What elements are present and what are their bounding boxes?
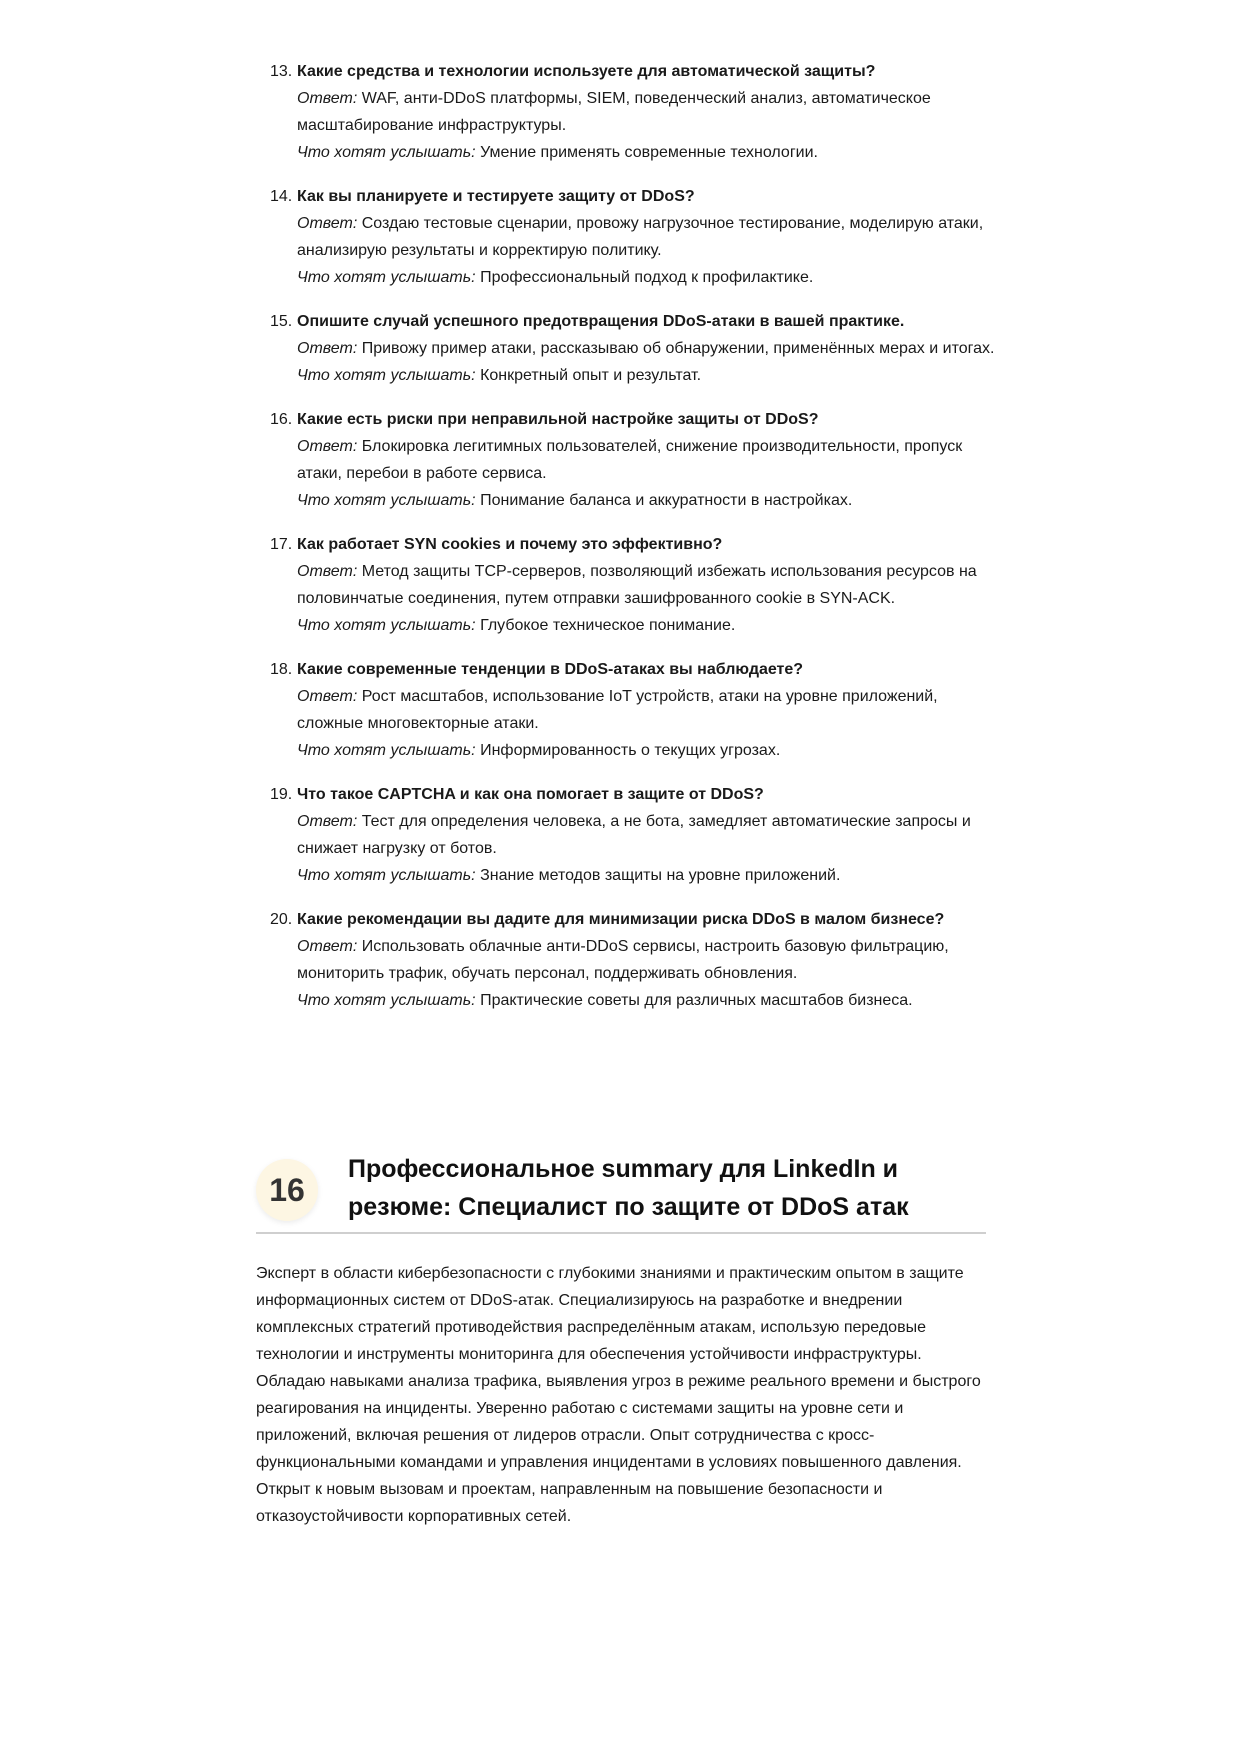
question-item — [256, 406, 996, 514]
question-number: 15. — [270, 313, 293, 330]
expectation-label: Что хотят услышать: — [297, 742, 476, 759]
expectation-line — [297, 362, 996, 389]
answer-line — [297, 683, 996, 737]
question-text: Какие есть риски при неправильной настройке защиты от DDoS? — [297, 411, 819, 428]
expectation-label: Что хотят услышать: — [297, 269, 476, 286]
question-item — [256, 781, 996, 889]
answer-text: Привожу пример атаки, рассказываю об обнаружении, применённых мерах и итогах. — [361, 340, 995, 357]
answer-label: Ответ: — [297, 340, 358, 357]
expectation-text: Конкретный опыт и результат. — [480, 367, 702, 384]
expectation-text: Практические советы для различных масштабов бизнеса. — [480, 992, 913, 1009]
question-number: 19. — [270, 786, 293, 803]
question-number: 18. — [270, 661, 293, 678]
answer-label: Ответ: — [297, 215, 358, 232]
question-item — [256, 58, 996, 166]
question-number: 14. — [270, 188, 293, 205]
expectation-text: Знание методов защиты на уровне приложений. — [480, 867, 841, 884]
question-item — [256, 906, 996, 1014]
interview-questions-list — [256, 58, 996, 1031]
section-divider — [256, 1232, 986, 1234]
question-item — [256, 308, 996, 389]
question-text: Какие средства и технологии используете для автоматической защиты? — [297, 63, 876, 80]
question-number: 17. — [270, 536, 293, 553]
expectation-line — [297, 612, 996, 639]
answer-label: Ответ: — [297, 563, 358, 580]
answer-text: Блокировка легитимных пользователей, снижение производительности, пропуск атаки, перебои в работе сервиса. — [297, 438, 963, 482]
answer-line — [297, 210, 996, 264]
answer-text: Создаю тестовые сценарии, провожу нагрузочное тестирование, моделирую атаки, анализирую результаты и корректирую политику. — [297, 215, 984, 259]
question-number: 13. — [270, 63, 293, 80]
question-text: Опишите случай успешного предотвращения DDoS-атаки в вашей практике. — [297, 313, 905, 330]
answer-line — [297, 558, 996, 612]
answer-text: Рост масштабов, использование IoT устройств, атаки на уровне приложений, сложные многовекторные атаки. — [297, 688, 938, 732]
answer-line — [297, 808, 996, 862]
answer-label: Ответ: — [297, 813, 358, 830]
expectation-text: Глубокое техническое понимание. — [480, 617, 736, 634]
expectation-text: Профессиональный подход к профилактике. — [480, 269, 814, 286]
answer-text: Использовать облачные анти-DDoS сервисы, настроить базовую фильтрацию, мониторить трафик, обучать персонал, поддерживать обновления. — [297, 938, 949, 982]
answer-line — [297, 433, 996, 487]
question-text: Как вы планируете и тестируете защиту от DDoS? — [297, 188, 695, 205]
answer-line — [297, 335, 996, 362]
answer-label: Ответ: — [297, 438, 358, 455]
answer-line — [297, 933, 996, 987]
answer-label: Ответ: — [297, 90, 358, 107]
expectation-text: Информированность о текущих угрозах. — [480, 742, 781, 759]
expectation-label: Что хотят услышать: — [297, 992, 476, 1009]
question-text: Как работает SYN cookies и почему это эффективно? — [297, 536, 723, 553]
expectation-text: Умение применять современные технологии. — [480, 144, 818, 161]
question-item — [256, 183, 996, 291]
expectation-line — [297, 264, 996, 291]
expectation-line — [297, 987, 996, 1014]
question-item — [256, 531, 996, 639]
question-number: 20. — [270, 911, 293, 928]
summary-paragraph: Эксперт в области кибербезопасности с глубокими знаниями и практическим опытом в защите информационных систем от DDoS-атак. Специализируюсь на разработке и внедрении комплексных стратегий противодействия распределённым атакам, использую передовые технологии и инструменты мониторинга для обеспечения устойчивости инфраструктуры. Обладаю навыками анализа трафика, выявления угроз в режиме реального времени и быстрого реагирования на инциденты. Уверенно работаю с системами защиты на уровне сети и приложений, включая решения от лидеров отрасли. Опыт сотрудничества с кросс-функциональными командами и управления инцидентами в условиях повышенного давления. Открыт к новым вызовам и проектам, направленным на повышение безопасности и отказоустойчивости корпоративных сетей. — [256, 1265, 981, 1525]
answer-label: Ответ: — [297, 938, 358, 955]
expectation-line — [297, 737, 996, 764]
answer-label: Ответ: — [297, 688, 358, 705]
section-number-badge: 16 — [256, 1159, 318, 1221]
question-number: 16. — [270, 411, 293, 428]
question-text: Какие современные тенденции в DDoS-атаках вы наблюдаете? — [297, 661, 804, 678]
section-title: Профессиональное summary для LinkedIn и резюме: Специалист по защите от DDoS атак — [348, 1155, 909, 1221]
expectation-label: Что хотят услышать: — [297, 492, 476, 509]
expectation-label: Что хотят услышать: — [297, 367, 476, 384]
question-item — [256, 656, 996, 764]
answer-text: Тест для определения человека, а не бота, замедляет автоматические запросы и снижает нагрузку от ботов. — [297, 813, 971, 857]
expectation-line — [297, 487, 996, 514]
expectation-label: Что хотят услышать: — [297, 144, 476, 161]
answer-text: WAF, анти-DDoS платформы, SIEM, поведенческий анализ, автоматическое масштабирование инфраструктуры. — [297, 90, 931, 134]
answer-text: Метод защиты TCP-серверов, позволяющий избежать использования ресурсов на половинчатые соединения, путем отправки зашифрованного cookie в SYN-ACK. — [297, 563, 977, 607]
answer-line — [297, 85, 996, 139]
question-text: Что такое CAPTCHA и как она помогает в защите от DDoS? — [297, 786, 764, 803]
question-text: Какие рекомендации вы дадите для минимизации риска DDoS в малом бизнесе? — [297, 911, 945, 928]
expectation-line — [297, 139, 996, 166]
expectation-label: Что хотят услышать: — [297, 867, 476, 884]
expectation-line — [297, 862, 996, 889]
expectation-label: Что хотят услышать: — [297, 617, 476, 634]
expectation-text: Понимание баланса и аккуратности в настройках. — [480, 492, 853, 509]
